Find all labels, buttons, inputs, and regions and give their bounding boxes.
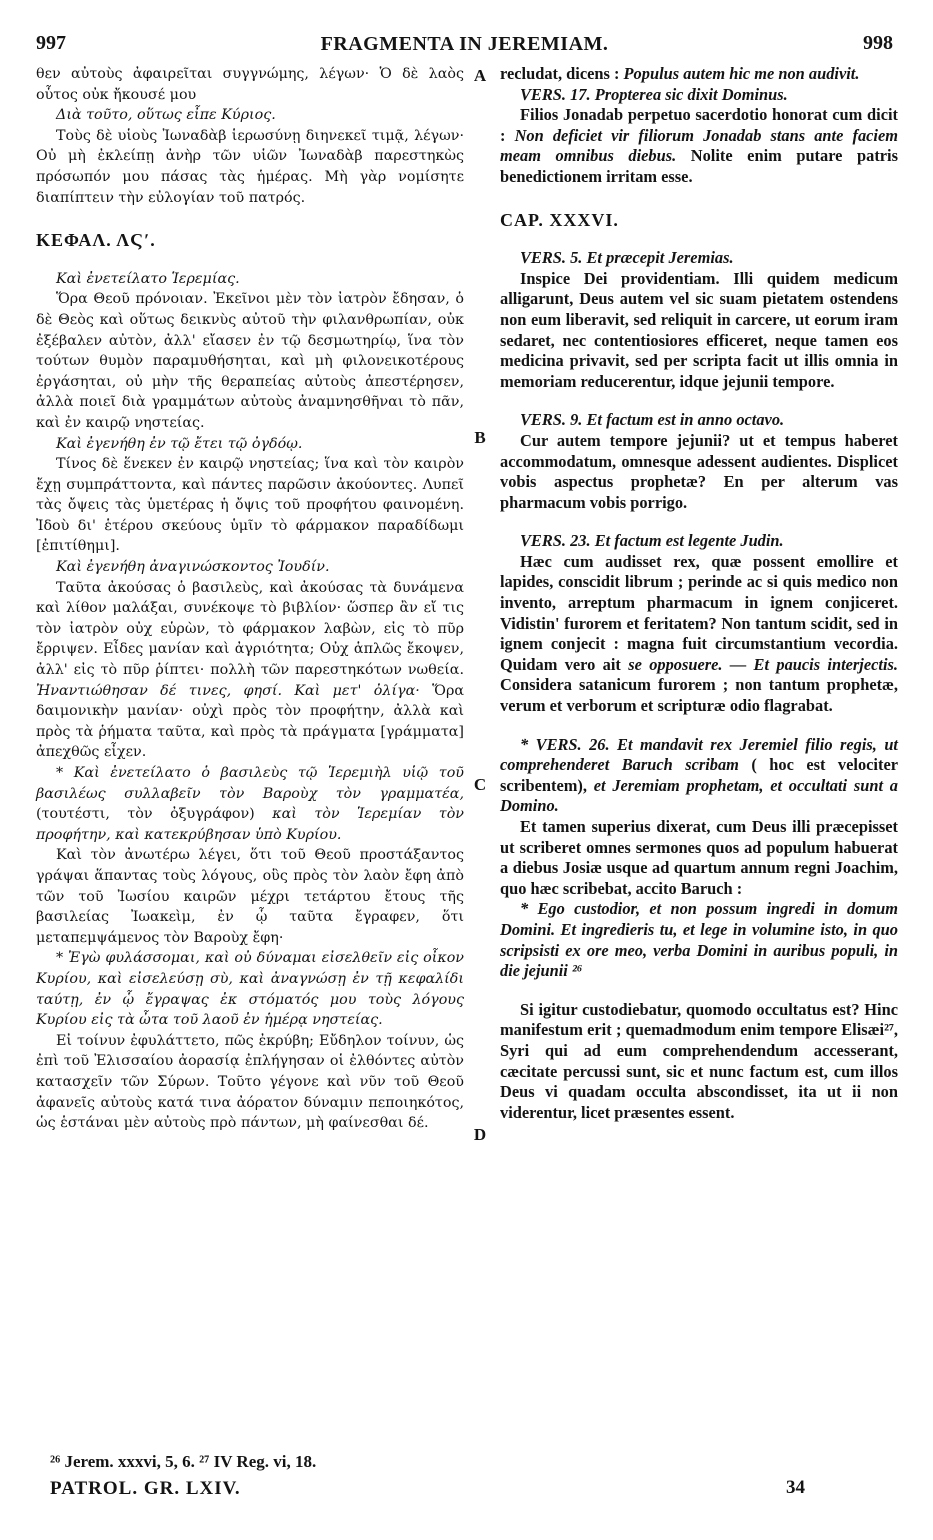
greek-paragraph: Εἰ τοίνυν ἐφυλάττετο, πῶς ἐκρύβη; Εὔδηλον τοίνυν, ὡς ἐπὶ τοῦ Ἐλισσαίου ἀορασίᾳ ἐπλήγησαν οἱ ἐλθόντες αὐτὸν κατασχεῖν τῶν Σύρων. Τοῦτο γέγονε καὶ νῦν τοῦ Θεοῦ ἀφανεῖς αὐτοὺς κατά τινα ἀόρατον δύναμιν πεποιηκότος, ὡς ἑστάναι μὲν αὐτοὺς πρὸ πάντων, μὴ φαίνεσθαι δέ. bbox=[36, 1032, 464, 1132]
latin-paragraph bbox=[500, 64, 898, 85]
greek-paragraph: Τοὺς δὲ υἱοὺς Ἰωναδὰβ ἱερωσύνῃ διηνεκεῖ τιμᾷ, λέγων· Οὐ μὴ ἐκλείπῃ ἀνὴρ τῶν υἱῶν Ἰωναδὰβ παρεστηκὼς πρόσωπόν μου πάσας τὰς ἡμέρας. Μὴ γὰρ νομίσητε διαπίπτειν τὴν εὐλογίαν τοῦ πατρός. bbox=[36, 127, 464, 206]
latin-text: Considera satanicum furorem ; non tantum prophetæ, verum et verborum et scripturæ odio flagrabat. bbox=[500, 675, 898, 716]
greek-paragraph: Καὶ τὸν ἀνωτέρω λέγει, ὅτι τοῦ Θεοῦ προστάξαντος γράψαι ἅπαντας τοὺς λόγους, οὓς πρὸς τὸν λαὸν ἔφη ἀπὸ τῶν τοῦ Ἰωσίου καιρῶν μέχρι τετάρτου ἔτους τῆς βασιλείας Ἰωακεὶμ, ἐν ᾧ ταῦτα ἔγραφεν, ὅτι μεταπεμψάμενος τὸν Βαροὺχ ἔφη· bbox=[36, 847, 464, 946]
latin-scripture-quote: Non deficiet vir filiorum Jonadab stans ante faciem meam omnibus diebus. bbox=[500, 125, 898, 166]
margin-letter-b: B bbox=[474, 428, 486, 447]
greek-lemma: Καὶ ἐγενήθη ἐν τῷ ἔτει τῷ ὀγδόῳ. bbox=[56, 435, 303, 452]
latin-paragraph bbox=[500, 1000, 898, 1124]
latin-paragraph bbox=[500, 735, 898, 817]
latin-text: Filios Jonadab perpetuo sacerdotio honorat cum dicit : bbox=[500, 105, 898, 145]
latin-scripture-quote: Populus autem hic me non audivit. bbox=[623, 64, 860, 83]
latin-chapter-heading: CAP. XXXVI. bbox=[500, 209, 619, 230]
latin-paragraph bbox=[500, 552, 898, 717]
spacer bbox=[500, 392, 898, 410]
latin-verse-lemma: VERS. 17. Propterea sic dixit Dominus. bbox=[520, 84, 788, 104]
page-footer bbox=[50, 1452, 470, 1500]
greek-paragraph: Ὅρα Θεοῦ πρόνοιαν. Ἐκεῖνοι μὲν τὸν ἰατρὸν ἔδησαν, ὁ δὲ Θεὸς καὶ οὕτως δεικνὺς αὐτοῦ τὴν φιλανθρωπίαν, οὐκ ἐξέβαλεν αὐτὸν, ἀλλ' εἴασεν ἐν τῷ δεσμωτηρίῳ, ἵνα τὸν τούτων θυμὸν παραμυθήσηται, καὶ μὴ φιλονεικοτέρους ἐργάσηται, οὐ μὴν τῆς θεραπείας αὐτοὺς ἀπεστέρησεν, ἀλλὰ ποιεῖ διὰ γραμμάτων αὐτοὺς ἀναμνησθῆναι τὸ πᾶν, καὶ ἐν καιρῷ νηστείας. bbox=[36, 291, 464, 431]
latin-paragraph: Cur autem tempore jejunii? ut et tempus haberet accommodatum, omnesque adessent audientes. Displicet vobis aspectus prophetæ? En per alterum vas pharmacum vobis porrigo. bbox=[500, 430, 898, 512]
latin-scripture-quote-text: * Ego custodior, et non possum ingredi in domum Domini. Et ingredieris tu, et lege in volumine isto, in quo scripsisti ex ore meo, verba Domini in auribus populi, in die jejunii bbox=[500, 899, 898, 981]
latin-text: Nolite enim putare patris benedictionem irritam esse. bbox=[500, 146, 898, 186]
running-header bbox=[36, 32, 893, 58]
greek-column bbox=[36, 64, 464, 1134]
greek-paragraph bbox=[36, 578, 464, 763]
series-signature: PATROL. GR. LXIV. bbox=[50, 1478, 241, 1499]
spacer bbox=[500, 982, 898, 1000]
latin-verse-lemma: VERS. 9. Et factum est in anno octavo. bbox=[520, 410, 785, 430]
latin-paragraph: Inspice Dei providentiam. Illi quidem medicum alligarunt, Deus autem vel sic suam pietatem ostendens non eum liberavit, sed reliquit in carcere, ut eorum iram sedaret, nec contentiosiores efficeret, neque tamen eos medicina privavit, sed per scripta facit ut illis omnia in memoriam reducerentur, idque jejunii tempore. bbox=[500, 268, 898, 391]
latin-verse-lemma: VERS. 23. Et factum est legente Judin. bbox=[520, 531, 784, 551]
greek-text: Ὅρα δαιμονικὴν μανίαν· οὐχὶ πρὸς τὸν προφήτην, ἀλλὰ καὶ πρὸς τὰ ῥήματα ταῦτα, καὶ πρὸς τὰ πράγματα [γράμματα] ἀπεχθῶς εἶχεν. bbox=[36, 682, 465, 761]
greek-lemma: Καὶ ἐγενήθη ἀναγινώσκοντος Ἰουδίν. bbox=[56, 559, 330, 576]
greek-lemma: Καὶ ἐνετείλατο Ἱερεμίας. bbox=[56, 270, 240, 287]
greek-scripture-quote: * Ἐγὼ φυλάσσομαι, καὶ οὐ δύναμαι εἰσελθεῖν εἰς οἶκον Κυρίου, καὶ εἰσελεύσῃ σὺ, καὶ ἀναγνώσῃ ἐν τῇ κεφαλίδι ταύτῃ, ἐν ᾧ ἔγραψας ἐκ στόματός μου τοὺς λόγους Κυρίου εἰς τὰ ὦτα τοῦ λαοῦ ἐν ἡμέρᾳ νηστείας. bbox=[36, 950, 464, 1029]
footnote-marker: ²⁶ bbox=[571, 961, 583, 981]
latin-text: Si igitur custodiebatur, quomodo occultatus est? Hinc manifestum erit ; quemadmodum enim tempore Elisæi bbox=[500, 999, 898, 1040]
greek-scripture-quote: * Καὶ ἐνετείλατο ὁ βασιλεὺς τῷ Ἱερεμιὴλ υἱῷ τοῦ βασιλέως συλλαβεῖν τὸν Βαροὺχ τὸν γραμματέα, bbox=[36, 765, 464, 802]
latin-scripture-quote: se opposuere. bbox=[628, 654, 723, 674]
latin-text: , Syri qui ad eum comprehendendum accesserant, cæcitate percussi sunt, sic et nunc factum est, cum illos Deus vi quadam occulta abscondisset, ita ut ii non viderentur, licet præsentes essent. bbox=[500, 1020, 898, 1122]
spacer bbox=[500, 513, 898, 531]
latin-scripture-quote: * VERS. 26. Et mandavit rex Jeremiel filio regis, ut comprehenderet Baruch scribam bbox=[500, 734, 898, 775]
latin-scripture-quote: et Jeremiam prophetam, et occultati sunt a Domino. bbox=[500, 775, 898, 816]
footnotes: ²⁶ Jerem. xxxvi, 5, 6. ²⁷ IV Reg. vi, 18. bbox=[50, 1452, 317, 1471]
latin-text: Hæc cum audisset rex, quæ possent emollire et lapides, conscidit librum ; perinde ac si quis medico non invento, arreptum pharmacum in ignem conjiceret. Vidistin' furorem et feritatem? Non tantum scidit, sed in ignem conjecit : magna fuit circumstantium vecordia. Quidam vero ait bbox=[500, 551, 898, 674]
right-page-number: 998 bbox=[863, 32, 893, 54]
greek-paragraph bbox=[36, 763, 464, 845]
greek-text-italic: Ἠναντιώθησαν δέ τινες, φησί. Καὶ μετ' ὀλίγα· bbox=[36, 682, 420, 699]
gathering-signature: 34 bbox=[786, 1477, 805, 1498]
latin-text-italic: — Et paucis interjectis. bbox=[729, 654, 898, 674]
greek-paragraph: θεν αὐτοὺς ἀφαιρεῖται συγγνώμης, λέγων· Ὁ δὲ λαὸς οὗτος οὐκ ἤκουσέ μου bbox=[36, 66, 464, 103]
footnote-marker: ²⁷ bbox=[884, 1020, 894, 1040]
latin-paragraph bbox=[500, 105, 898, 187]
left-page-number: 997 bbox=[36, 32, 66, 54]
latin-paragraph: Et tamen superius dixerat, cum Deus illi præcepisset ut scriberet omnes sermones quos ad populum habuerat a diebus Josiæ usque ad quartum annum regni Joachim, quo hæc scribebat, accito Baruch : bbox=[500, 817, 898, 898]
latin-verse-lemma: VERS. 5. Et præcepit Jeremias. bbox=[520, 248, 734, 268]
latin-scripture-quote bbox=[500, 899, 898, 981]
latin-column bbox=[500, 64, 898, 1123]
greek-lemma: Διὰ τοῦτο, οὕτως εἶπε Κύριος. bbox=[56, 107, 276, 124]
running-title: FRAGMENTA IN JEREMIAM. bbox=[320, 33, 609, 55]
greek-paragraph: Τίνος δὲ ἕνεκεν ἐν καιρῷ νηστείας; ἵνα καὶ τὸν καιρὸν ἔχῃ συμπράττοντα, καὶ πάντες παρῶσιν ἀκούοντες. Λυπεῖ τὰς ὄψεις τὰς ὑμετέρας ἡ ὄψις τοῦ προφήτου φαινομένη. Ἰδοὺ δι' ἑτέρου σκεύους ὑμῖν τὸ φάρμακον παραδίδωμι [ἐπιτίθημι]. bbox=[36, 456, 464, 555]
margin-letter-c: C bbox=[473, 775, 487, 794]
latin-text: recludat, dicens : bbox=[500, 64, 620, 83]
margin-letter-a: A bbox=[473, 66, 487, 85]
greek-text: Ταῦτα ἀκούσας ὁ βασιλεὺς, καὶ ἀκούσας τὰ δυνάμενα καὶ λίθον μαλάξαι, συνέκοψε τὸ βιβλίον· ὥσπερ ἂν εἴ τις τὸν ἰατρὸν οὐχ εὑρὼν, τὸ φάρμακον λαβὼν, εἰς τὸ πῦρ ἔρριψεν. Εἶδες μανίαν καὶ ἀγριότητα; Οὐχ ἁπλῶς ἔκοψεν, ἀλλ' εἰς τὸ πῦρ ῥίπτει· πολλὴ τῶν παρεστηκότων νωθεία. bbox=[36, 579, 464, 679]
greek-chapter-heading: ΚΕΦΑΛ. ΛϚʹ. bbox=[36, 230, 156, 251]
greek-gloss: (τουτέστι, τὸν ὀξυγράφον) bbox=[36, 806, 255, 823]
latin-gloss: ( hoc est velociter scribentem), bbox=[500, 755, 898, 795]
margin-letter-d: D bbox=[473, 1125, 487, 1144]
greek-scripture-quote: καὶ τὸν Ἱερεμίαν τὸν προφήτην, καὶ κατεκρύβησαν ὑπὸ Κυρίου. bbox=[36, 806, 464, 843]
spacer bbox=[500, 717, 898, 735]
